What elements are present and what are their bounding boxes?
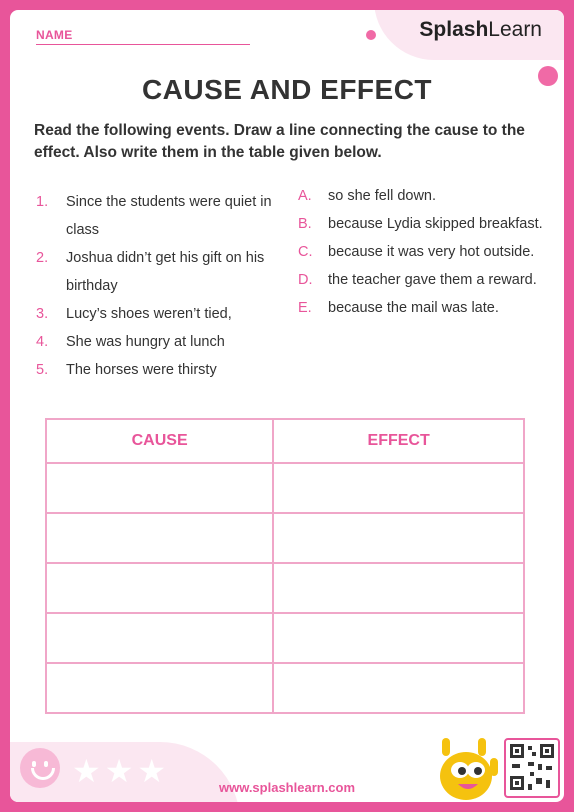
cause-answer-cell[interactable] [46,513,273,563]
effect-text: because the mail was late. [328,300,499,316]
cause-text: Since the students were quiet in class [66,194,272,238]
effect-answer-cell[interactable] [273,463,524,513]
cause-item [36,300,276,328]
effect-letter: C. [298,244,313,260]
table-row [46,663,524,713]
logo-bold: Splash [419,18,489,41]
effect-answer-cell[interactable] [273,613,524,663]
table-row [46,463,524,513]
effect-letter: D. [298,272,313,288]
instructions: Read the following events. Draw a line connecting the cause to the effect. Also write them in the table given below. [34,122,525,161]
cause-text: The horses were thirsty [66,362,217,378]
table-row [46,563,524,613]
cause-number: 5. [36,362,49,378]
page-title: CAUSE AND EFFECT [141,74,433,105]
cause-item [36,188,276,244]
table-row [46,613,524,663]
cause-text: Joshua didn’t get his gift on his birthday [66,250,265,294]
cause-effect-table [45,418,525,714]
effect-item [298,210,558,238]
mascot-icon [434,738,500,802]
effect-letter: B. [298,216,312,232]
splashlearn-logo [419,18,542,42]
cause-answer-cell[interactable] [46,463,273,513]
effect-letter: E. [298,300,312,316]
cause-answer-cell[interactable] [46,613,273,663]
cause-list [36,188,276,384]
effect-item [298,238,558,266]
table-row [46,513,524,563]
effect-item [298,294,558,322]
cause-item [36,356,276,384]
effect-column-header: EFFECT [273,419,524,463]
cause-number: 4. [36,334,49,350]
effect-answer-cell[interactable] [273,513,524,563]
effect-text: because Lydia skipped breakfast. [328,216,543,232]
name-label: NAME [36,28,73,42]
table-header-row [46,419,524,463]
decor-dot [366,30,376,40]
name-write-line [36,44,250,45]
cause-answer-cell[interactable] [46,663,273,713]
effect-text: because it was very hot outside. [328,244,535,260]
effect-list [298,182,558,322]
effect-item [298,266,558,294]
cause-item [36,328,276,356]
cause-column-header: CAUSE [46,419,273,463]
cause-number: 3. [36,306,49,322]
effect-letter: A. [298,188,312,204]
cause-answer-cell[interactable] [46,563,273,613]
cause-number: 1. [36,194,49,210]
effect-text: so she fell down. [328,188,437,204]
effect-item [298,182,558,210]
cause-text: She was hungry at lunch [66,334,225,350]
cause-text: Lucy’s shoes weren’t tied, [66,306,232,322]
effect-answer-cell[interactable] [273,563,524,613]
qr-code-icon [504,738,560,798]
star-icon: ★★★ [72,753,171,789]
logo-rest: Learn [488,18,542,41]
cause-number: 2. [36,250,49,266]
cause-item [36,244,276,300]
effect-text: the teacher gave them a reward. [328,272,537,288]
footer-url: www.splashlearn.com [218,780,356,795]
worksheet-page [10,10,564,802]
effect-answer-cell[interactable] [273,663,524,713]
